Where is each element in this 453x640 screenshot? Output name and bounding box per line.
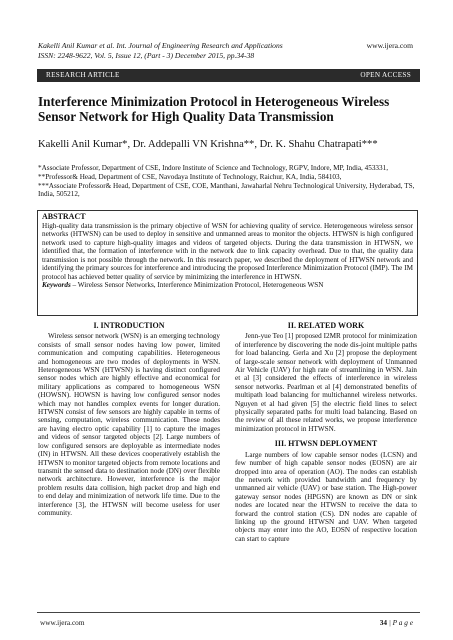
left-column bbox=[38, 322, 220, 517]
abstract-heading: ABSTRACT bbox=[42, 212, 86, 221]
keywords-line bbox=[42, 281, 413, 290]
footer-website[interactable]: www.ijera.com bbox=[40, 618, 85, 627]
keywords-label: Keywords bbox=[42, 281, 71, 289]
abstract-box bbox=[37, 210, 418, 316]
page-number bbox=[380, 618, 413, 627]
affiliation-2: **Professor& Head, Department of CSE, Navodaya Institute of Technology, Raichur, KA, India, 584103, bbox=[38, 172, 342, 181]
affiliation-3: ***Associate Professor& Head, Department of CSE, COE, Manthani, Jawaharlal Nehru Technological University, Hyderabad, TS, India, 505212, bbox=[38, 181, 415, 199]
introduction-heading: I. INTRODUCTION bbox=[93, 321, 165, 330]
affiliations bbox=[38, 164, 418, 199]
deployment-text: Large numbers of low capable sensor nodes (LCSN) and few number of high capable sensor nodes (EOSN) are air dropped into area of operation (AO). The nodes can establish the network with provided bandwidth and frequency by unmanned air vehicle (UAV) or base station. The High-power gateway sensor nodes (HPGSN) are known as DN or sink nodes are located near the HTWSN to receive the data to forward the control station (CS). DN nodes are capable of linking up the ground HTWSN and UAV. When targeted objects may enter into the AO, EOSN of respective location can start to capture bbox=[235, 450, 417, 543]
deployment-heading: III. HTWSN DEPLOYMENT bbox=[274, 439, 378, 449]
paper-title: Interference Minimization Protocol in Heterogeneous Wireless Sensor Network for High Quality Data Transmission bbox=[38, 94, 390, 124]
introduction-text: Wireless sensor network (WSN) is an emerging technology consists of small sensor nodes having low power, limited communication and computing capabilities. Heterogeneous and homogeneous are two modes of deployments in WSN. Heterogeneous WSN (HTWSN) is having distinct configured sensor nodes which are highly effective and economical for military applications as compared to homogeneous WSN (HOWSN). HOWSN is having low configured sensor nodes which may not handles complex events for longer duration. HTWSN consist of few sensors are highly capable in terms of sensing, computation, wireless communication. These nodes are having electro optic capability [1] to capture the images and videos of sensor targeted objects [2]. Large numbers of low configured sensors are deployable as intermediate nodes (IN) in HTWSN. All these devices cooperatively establish the HTWSN to monitor targeted objects from remote locations and transmit the sensed data to destination node (DN) over flexible network architecture. However, interference is the major problem results data collision, high packet drop and high end to end delay and minimization of network life time. Due to the interference [3], the HTWSN will become useless for user community. bbox=[38, 332, 220, 517]
author-list: Kakelli Anil Kumar*, Dr. Addepalli VN Krishna**, Dr. K. Shahu Chatrapati*** bbox=[38, 139, 378, 150]
related-work-text: Jenn-yue Teo [1] proposed I2MR protocol for minimization of interference by discovering the node dis-joint multiple paths for load balancing. Gerla and Xu [2] propose the deployment of large-scale sensor network with deployment of Unmanned Air Vehicle (UAV) for high rate of streamlining in WSN. Jain et al [3] considered the effects of interference in wireless sensor networks. Pearlman et al [4] demonstrated benefits of multipath load balancing for multichannel wireless networks. Nguyen et al had given [5] the electric field lines to select physically separated paths for multi load balancing. Based on the review of all these related works, we propose interference minimization protocol in HTWSN. bbox=[235, 332, 417, 433]
page-number-value: 34 bbox=[379, 618, 387, 627]
abstract-text: High-quality data transmission is the primary objective of WSN for achieving quality of service. Heterogeneous wireless sensor networks (HTWSN) can be used to deploy in sensitive and unmanned areas to monitor the objects. HTWSN is high configured network used to capture high-quality images and videos of targeted objects. During the data transmission in HTWSN, we identified that, the formation of interference with in the network due to link capacity overhead. Due to that, the quality data transmission is not possible through the network. In this research paper, we described the deployment of HTWSN network and identifying the primary sources for interference and introducing the proposed Interference Minimization Protocol (IMP). The IM protocol has achieved better quality of service by minimizing the interference in HTWSN. bbox=[42, 221, 413, 281]
running-header bbox=[38, 41, 413, 50]
open-access-label: OPEN ACCESS bbox=[360, 71, 411, 79]
issn-line: ISSN: 2248-9622, Vol. 5, Issue 12, (Part - 3) December 2015, pp.34-38 bbox=[38, 51, 255, 60]
article-type-banner bbox=[37, 69, 420, 82]
affiliation-1: *Associate Professor, Department of CSE, Indore Institute of Science and Technology, RGPV, Indore, MP, India, 453331, bbox=[38, 164, 389, 172]
page-label: | P a g e bbox=[387, 618, 413, 627]
right-column bbox=[235, 322, 417, 543]
related-work-heading: II. RELATED WORK bbox=[287, 321, 365, 330]
journal-citation: Kakelli Anil Kumar et al. Int. Journal of Engineering Research and Applications bbox=[38, 41, 283, 50]
keywords-text: – Wireless Sensor Networks, Interference Minimization Protocol, Heterogeneous WSN bbox=[70, 281, 324, 289]
research-article-label: RESEARCH ARTICLE bbox=[46, 71, 120, 79]
journal-website[interactable]: www.ijera.com bbox=[366, 41, 413, 50]
footer-rule bbox=[37, 612, 420, 613]
